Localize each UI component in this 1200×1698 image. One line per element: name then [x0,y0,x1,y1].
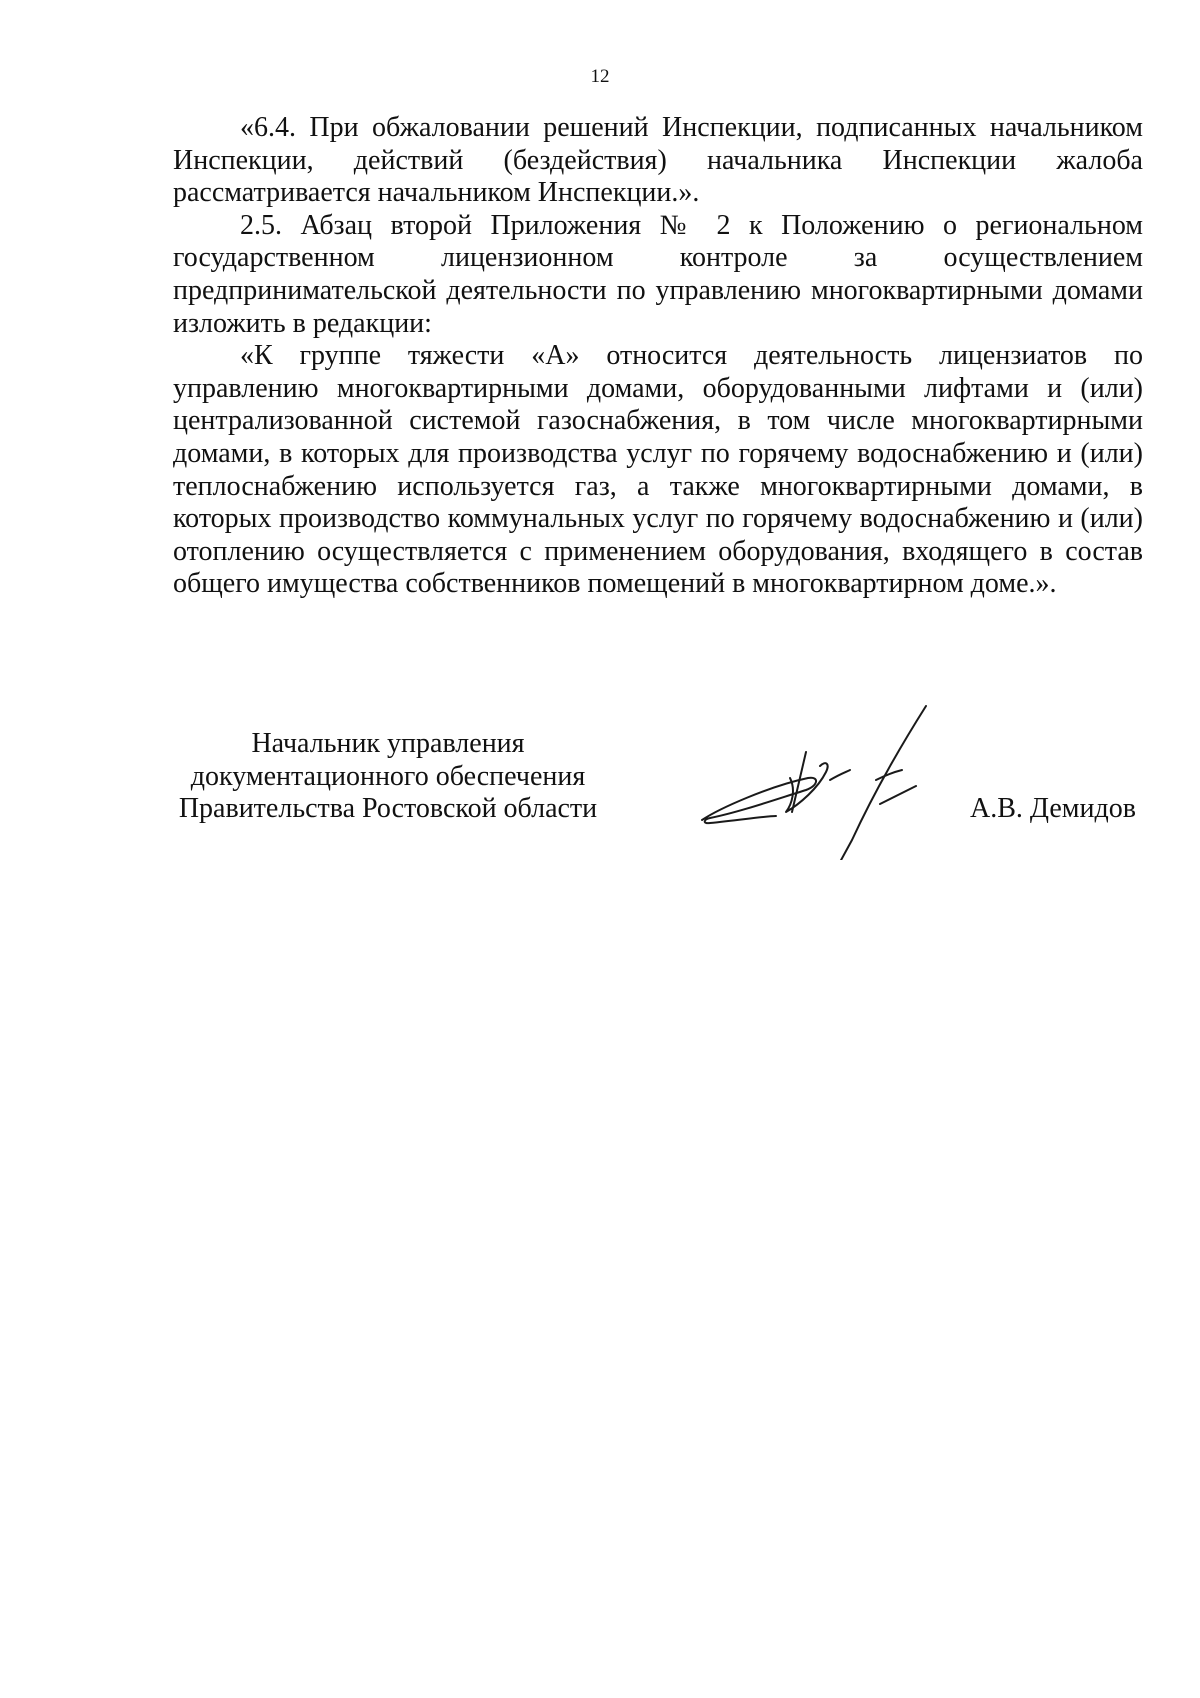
paragraph-6-4: «6.4. При обжаловании решений Инспекции, подписанных начальником Инспекции, действий (бездействия) начальника Инспекции жалоба рассматривается начальником Инспекции.». [173,112,1143,209]
handwritten-signature [680,700,980,860]
signatory-title-line: Начальник управления [251,728,525,759]
signatory-name: А.В. Демидов [970,793,1136,824]
signatory-title [173,728,603,826]
page-number: 12 [590,66,610,87]
signatory-title-line: Правительства Ростовской области [178,793,598,825]
paragraph-2-5: 2.5. Абзац второй Приложения № 2 к Положению о региональном государственном лицензионном контроле за осуществлением предпринимательской деятельности по управлению многоквартирными домами изложить в редакции: [173,209,1143,339]
document-body [173,112,1143,601]
paragraph-severity-group-a: «К группе тяжести «А» относится деятельность лицензиатов по управлению многоквартирными домами, оборудованными лифтами и (или) централизованной системой газоснабжения, в том числе многоквартирными домами, в которых для производства услуг по горячему водоснабжению и (или) теплоснабжению используется газ, а также многоквартирными домами, в которых производство коммунальных услуг по горячему водоснабжению и (или) отоплению осуществляется с применением оборудования, входящего в состав общего имущества собственников помещений в многоквартирном доме.». [173,340,1143,600]
signatory-title-line: документационного обеспечения [190,760,586,792]
